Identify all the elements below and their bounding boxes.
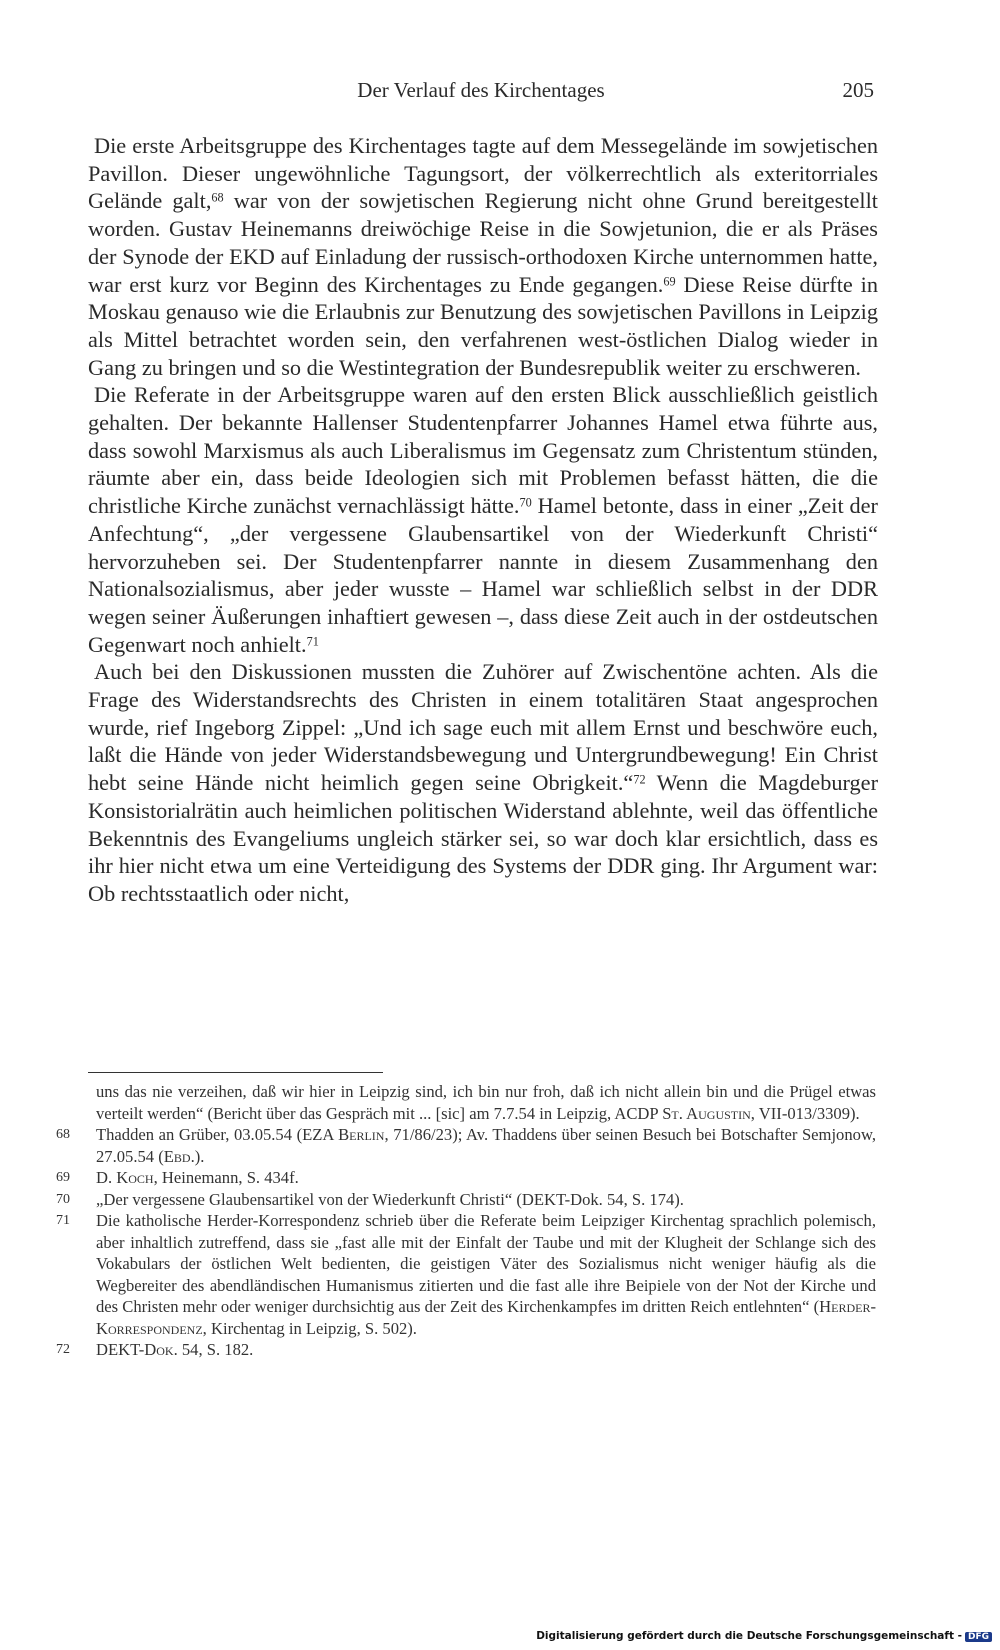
footnote-68: 68 Thadden an Grüber, 03.05.54 (EZA Berlin, 71/86/23); Av. Thaddens über seinen Besuch bei Botschafter Semjonow, 27.05.54 (Ebd.). <box>56 1125 876 1166</box>
footnote-ref-71[interactable]: 71 <box>306 633 319 648</box>
footnote-ref-70[interactable]: 70 <box>519 495 532 510</box>
dfg-logo: DFG <box>965 1632 992 1642</box>
page-header <box>88 78 874 110</box>
paragraph-1: Die erste Arbeitsgruppe des Kirchentages tagte auf dem Messegelände im sowjetischen Pavillon. Dieser ungewöhnliche Tagungsort, der völkerrechtlich als exteritorriales Gelände galt,$^{68}$ war von der sowjetischen Regierung nicht ohne Grund bereitgestellt worden. Gustav Heinemanns dreiwöchige Reise in die Sowjetunion, die er als Präses der Synode der EKD auf Einladung der russisch-orthodoxen Kirche unternommen hatte, war erst kurz vor Beginn des Kirchentages zu Ende gegangen.$^{69}$ Diese Reise dürfte in Moskau genauso wie die Erlaubnis zur Benutzung des sowjetischen Pavillons in Leipzig als Mittel betrachtet worden sein, den verfahrenen west-östlichen Dialog wieder in Gang zu bringen und so die Westintegration der Bundesrepublik weiter zu erschweren. <box>88 133 878 380</box>
paragraph-3: Auch bei den Diskussionen mussten die Zuhörer auf Zwischentöne achten. Als die Frage des Widerstandsrechts des Christen in einem totalitären Staat angesprochen wurde, rief Ingeborg Zippel: „Und ich sage euch mit allem Ernst und beschwöre euch, laßt die Hände von jeder Widerstandsbewegung und Untergrundbewegung! Ein Christ hebt seine Hände nicht heimlich gegen seine Obrigkeit.“$^{72}$ Wenn die Magdeburger Konsistorialrätin auch heimlichen politischen Widerstand ablehnte, weil das öffentliche Bekenntnis des Evangeliums ungleich stärker sei, so war doch klar ersichtlich, dass es ihr hier nicht etwa um eine Verteidigung des Systems der DDR ging. Ihr Argument war: Ob rechtsstaatlich oder nicht, <box>88 659 878 906</box>
digitization-credit <box>536 1630 992 1642</box>
footnote-71: 71 Die katholische Herder-Korrespondenz schrieb über die Referate beim Leipziger Kirchentag sprachlich polemisch, aber inhaltlich zutreffend, dass sie „fast alle mit der Einfalt der Taube und mit der Klugheit der Schlange sich des Vokabulars der östlichen Welt bedienten, die geistigen Väter des Sozialismus nicht weniger häufig als die Wegbereiter des abendländischen Humanismus zitierten und die fast alle ihre Beipiele von der Not der Kirche und des Christen mehr oder weniger durchsichtig aus der Zeit des Kirchenkampfes im dritten Reich entlehnten“ (Herder-Korrespondenz, Kirchentag in Leipzig, S. 502). <box>56 1211 876 1338</box>
footnote-continuation: uns das nie verzeihen, daß wir hier in Leipzig sind, ich bin nur froh, daß ich nicht allein bin und die Prügel etwas verteilt werden“ (Bericht über das Gespräch mit ... [sic] am 7.7.54 in Leipzig, ACDP St. Augustin, VII-013/3309). <box>96 1082 876 1123</box>
footnote-separator <box>88 1072 383 1073</box>
footnote-72: 72 DEKT-Dok. 54, S. 182. <box>56 1340 254 1359</box>
running-title: Der Verlauf des Kirchentages <box>357 78 605 102</box>
paragraph-2: Die Referate in der Arbeitsgruppe waren auf den ersten Blick ausschließlich geistlich gehalten. Der bekannte Hallenser Studentenpfarrer Johannes Hamel etwa führte aus, dass sowohl Marxismus als auch Liberalismus im Gegensatz zum Christentum stünden, räumte aber ein, dass beide Ideologien sich mit Problemen befasst hätten, die die christliche Kirche zunächst vernachlässigt hätte.$^{70}$ Hamel betonte, dass in einer „Zeit der Anfechtung“, „der vergessene Glaubensartikel von der Wiederkunft Christi“ hervorzuheben sei. Der Studentenpfarrer nannte in diesem Zusammenhang den Nationalsozialismus, aber jeder wusste – Hamel war schließlich selbst in der DDR wegen seiner Äußerungen inhaftiert gewesen –, dass diese Zeit auch in der ostdeutschen Gegenwart noch anhielt.$^{71}$ <box>88 382 878 657</box>
credit-text: Digitalisierung gefördert durch die Deutsche Forschungsgemeinschaft - <box>536 1630 962 1642</box>
page-number: 205 <box>842 78 874 102</box>
footnote-69: 69 D. Koch, Heinemann, S. 434f. <box>56 1168 299 1187</box>
footnotes <box>56 1081 876 1361</box>
footnote-ref-72[interactable]: 72 <box>633 772 646 787</box>
footnote-ref-68[interactable]: 68 <box>211 190 224 205</box>
footnote-70: 70 „Der vergessene Glaubensartikel von der Wiederkunft Christi“ (DEKT-Dok. 54, S. 174). <box>56 1189 684 1209</box>
footnote-ref-69[interactable]: 69 <box>663 273 676 288</box>
body-text <box>88 132 878 908</box>
